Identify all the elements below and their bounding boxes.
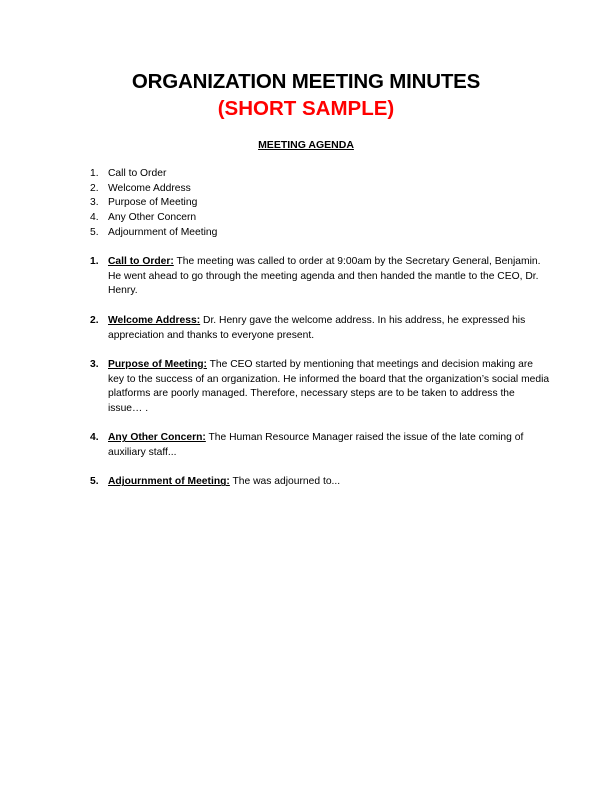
agenda-item-label: Adjournment of Meeting: [108, 226, 218, 238]
minute-text: The CEO started by mentioning that meetings and decision making are key to the success of an organization. He informed the board that the organization’s social media platforms are poorly managed. Therefore, necessary steps are to be taken to address the issue… .: [108, 358, 550, 414]
agenda-item-label: Call to Order: [108, 168, 167, 179]
agenda-heading: MEETING AGENDA: [258, 139, 354, 151]
minute-text: The was adjourned to...: [229, 476, 341, 488]
agenda-item-number: 3.: [90, 197, 99, 209]
agenda-item: [90, 211, 217, 226]
minute-item-welcome-address: [90, 314, 550, 343]
minute-text: The Human Resource Manager raised the issue of the late coming of auxiliary staff...: [108, 432, 524, 459]
minute-item-adjournment: [90, 475, 550, 490]
document-title: ORGANIZATION MEETING MINUTES: [131, 70, 481, 93]
agenda-item-number: 5.: [90, 226, 99, 238]
agenda-item-label: Welcome Address: [108, 182, 191, 194]
minute-text: The meeting was called to order at 9:00am by the Secretary General, Benjamin. He went ahead to go through the meeting agenda and then handed the mantle to the CEO, Dr. Henry.: [108, 256, 541, 297]
minute-item-purpose-of-meeting: [90, 358, 550, 417]
agenda-list: [90, 167, 217, 240]
agenda-item: [90, 226, 217, 241]
agenda-item: [90, 182, 217, 197]
minute-number: 3.: [90, 358, 99, 370]
minute-number: 5.: [90, 476, 99, 488]
minute-label: Adjournment of Meeting:: [108, 476, 230, 488]
agenda-item-number: 1.: [90, 168, 99, 179]
minute-number: 4.: [90, 432, 99, 444]
agenda-item-label: Any Other Concern: [108, 212, 197, 224]
agenda-item-label: Purpose of Meeting: [108, 197, 198, 209]
minute-number: 2.: [90, 314, 99, 326]
minute-number: 1.: [90, 256, 99, 267]
minute-label: Welcome Address:: [108, 314, 201, 326]
agenda-item: [90, 167, 217, 182]
agenda-item-number: 4.: [90, 212, 99, 224]
minute-label: Any Other Concern:: [108, 432, 206, 444]
agenda-item: [90, 196, 217, 211]
document-subtitle: (SHORT SAMPLE): [217, 97, 395, 120]
agenda-item-number: 2.: [90, 182, 99, 194]
minutes-section: [90, 255, 550, 505]
minute-text: Dr. Henry gave the welcome address. In his address, he expressed his appreciation and thanks to everyone present.: [108, 314, 526, 341]
minute-label: Call to Order:: [108, 256, 174, 267]
minute-item-any-other-concern: [90, 431, 550, 460]
minute-label: Purpose of Meeting:: [108, 358, 207, 370]
minute-item-call-to-order: [90, 255, 550, 299]
